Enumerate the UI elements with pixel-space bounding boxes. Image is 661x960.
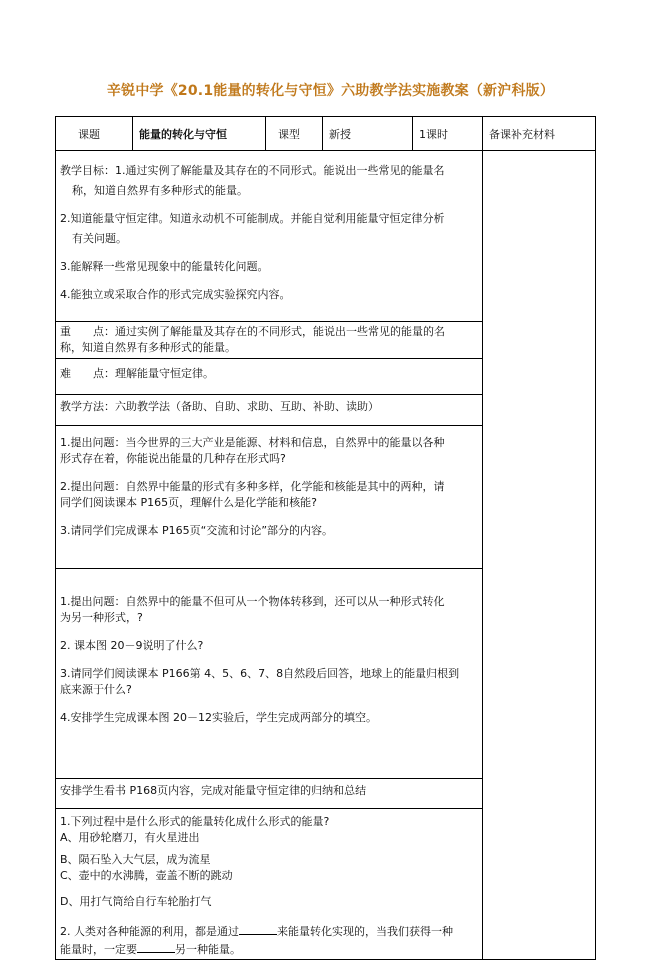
part2-q3-line-2: 底来源于什么? — [60, 683, 132, 696]
part2-q1-line-2: 为另一种形式，? — [60, 611, 143, 624]
supplement-column — [483, 151, 596, 960]
part1-q2-line-1: 2.提出问题：自然界中能量的形式有多种多样，化学能和核能是其中的两种，请 — [60, 480, 445, 493]
inquiry-section-2 — [56, 594, 482, 779]
part2-q4-line: 4.安排学生完成课本图 20－12实验后，学生完成两部分的填空。 — [60, 711, 377, 724]
exercise-option-b: B、陨石坠入大气层，成为流星 — [60, 853, 211, 866]
header-hours: 1课时 — [413, 117, 483, 151]
exercise-section — [60, 814, 478, 959]
header-supplement: 备课补充材料 — [483, 117, 596, 151]
exercise-option-a: A、用砂轮磨刀，有火星进出 — [60, 831, 200, 844]
content-cell — [56, 151, 483, 960]
part1-q3-line: 3.请同学们完成课本 P165页“交流和讨论”部分的内容。 — [60, 524, 334, 537]
part2-q1-line-1: 1.提出问题：自然界中的能量不但可从一个物体转移到，还可以从一种形式转化 — [60, 595, 445, 608]
difficulty-section — [56, 366, 482, 395]
objectives-line-1: 教学目标：1.通过实例了解能量及其存在的不同形式。能说出一些常见的能量名 — [60, 164, 445, 177]
method-line: 教学方法：六助教学法（备助、自助、求助、互助、补助、读助） — [60, 400, 379, 413]
lesson-plan-table — [55, 116, 596, 960]
part1-q1-line-2: 形式存在着，你能说出能量的几种存在形式吗? — [60, 452, 286, 465]
exercise-q2-line-1 — [60, 922, 478, 940]
header-type-value: 新授 — [323, 117, 413, 151]
content-row — [56, 151, 596, 960]
summary-section — [56, 783, 482, 809]
objectives-line-4: 有关问题。 — [72, 232, 127, 245]
difficulty-line: 难 点：理解能量守恒定律。 — [60, 367, 214, 380]
exercise-q2-line-2-pre: 能量时，一定要 — [60, 943, 137, 956]
part2-q5-line: 安排学生看书 P168页内容，完成对能量守恒定律的归纳和总结 — [60, 784, 367, 797]
exercise-q2-line-2 — [60, 940, 478, 958]
part2-q3-line-1: 3.请同学们阅读课本 P166第 4、5、6、7、8自然段后回答，地球上的能量归根到 — [60, 667, 460, 680]
page-title: 辛锐中学《20.1能量的转化与守恒》六助教学法实施教案（新沪科版） — [106, 83, 555, 99]
header-type-label: 课型 — [266, 117, 323, 151]
header-topic-value: 能量的转化与守恒 — [133, 117, 266, 151]
part2-q2-line: 2. 课本图 20－9说明了什么? — [60, 639, 204, 652]
exercise-option-d: D、用打气筒给自行车轮胎打气 — [60, 895, 212, 908]
objectives-line-3: 2.知道能量守恒定律。知道永动机不可能制成。并能自觉利用能量守恒定律分析 — [60, 212, 445, 225]
exercise-q2-line-2-post: 另一种能量。 — [175, 943, 241, 956]
key-point-line-1: 重 点：通过实例了解能量及其存在的不同形式，能说出一些常见的能量的名 — [60, 325, 445, 338]
objectives-line-6: 4.能独立或采取合作的形式完成实验探究内容。 — [60, 288, 291, 301]
objectives-line-2: 称，知道自然界有多种形式的能量。 — [72, 184, 248, 197]
exercise-q2-line-1-pre: 2. 人类对各种能源的利用，都是通过 — [60, 925, 239, 938]
key-point-line-2: 称，知道自然界有多种形式的能量。 — [60, 341, 236, 354]
fill-blank-2 — [137, 940, 175, 953]
objectives-line-5: 3.能解释一些常见现象中的能量转化问题。 — [60, 260, 269, 273]
exercise-q1: 1.下列过程中是什么形式的能量转化成什么形式的能量? — [60, 815, 330, 828]
fill-blank-1 — [239, 922, 277, 935]
method-section — [56, 399, 482, 426]
part1-q1-line-1: 1.提出问题：当今世界的三大产业是能源、材料和信息，自然界中的能量以各种 — [60, 436, 445, 449]
header-row — [56, 117, 596, 151]
part1-q2-line-2: 同学们阅读课本 P165页，理解什么是化学能和核能? — [60, 496, 317, 509]
exercise-option-c: C、壶中的水沸腾，壶盖不断的跳动 — [60, 869, 233, 882]
exercise-q2-line-1-post: 来能量转化实现的，当我们获得一种 — [277, 925, 453, 938]
key-point-section — [56, 322, 482, 359]
header-topic-label: 课题 — [56, 117, 133, 151]
inquiry-section-1 — [56, 435, 482, 569]
objectives-section — [56, 153, 482, 322]
